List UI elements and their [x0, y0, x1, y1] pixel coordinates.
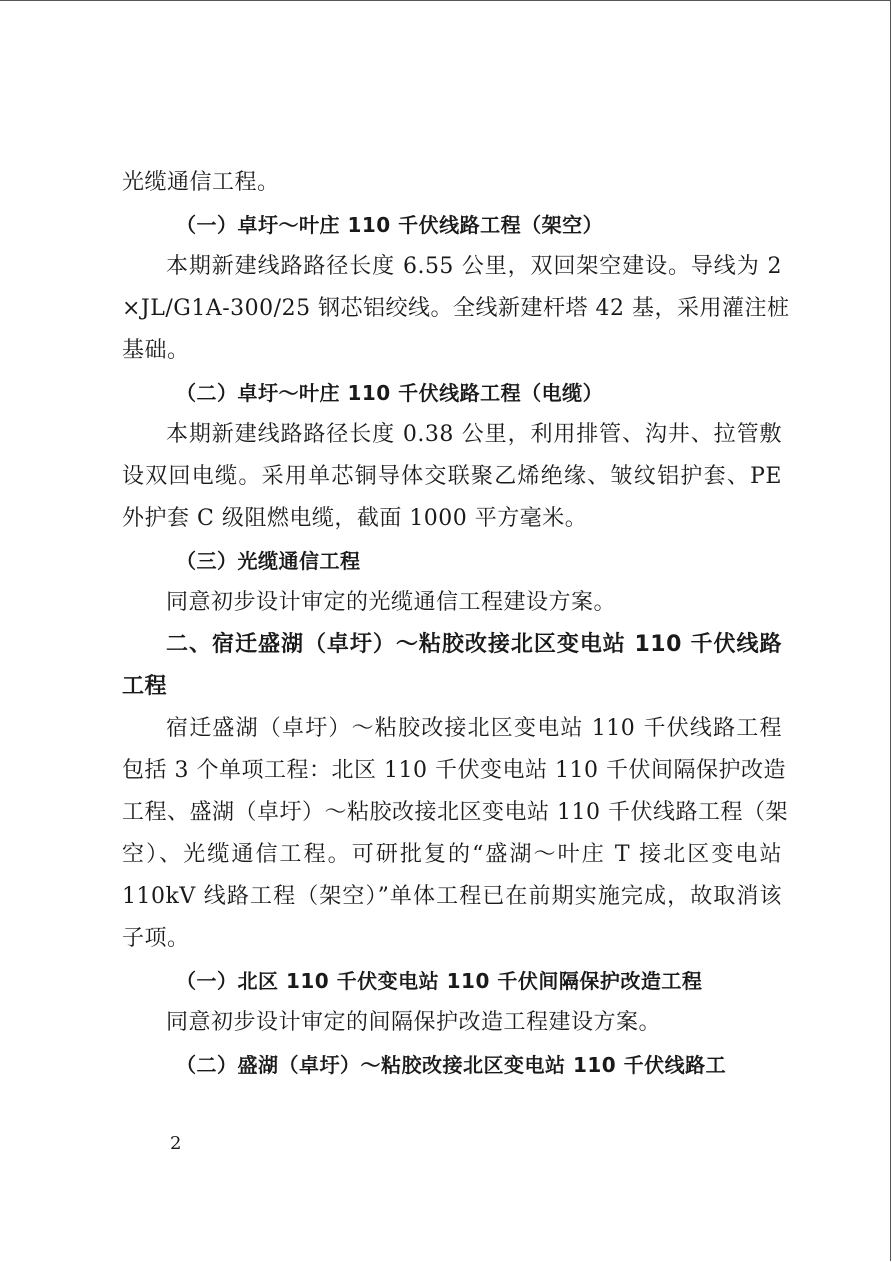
subheading: （三）光缆通信工程 — [176, 549, 361, 573]
paragraph-line: ×JL/G1A-300/25 钢芯铝绞线。全线新建杆塔 42 基，采用灌注桩 — [122, 296, 790, 321]
subheading: （二）盛湖（卓圩）～粘胶改接北区变电站 110 千伏线路工 — [176, 1053, 727, 1077]
paragraph-line: 本期新建线路路径长度 0.38 公里，利用排管、沟井、拉管敷 — [166, 422, 782, 447]
paragraph-line: 设双回电缆。采用单芯铜导体交联聚乙烯绝缘、皱纹铝护套、PE — [122, 464, 782, 489]
subheading: （一）北区 110 千伏变电站 110 千伏间隔保护改造工程 — [176, 969, 703, 993]
paragraph-line: 包括 3 个单项工程：北区 110 千伏变电站 110 千伏间隔保护改造 — [122, 758, 786, 783]
paragraph-line: 光缆通信工程。 — [122, 170, 280, 195]
paragraph-line: 基础。 — [122, 338, 190, 363]
subheading: （二）卓圩～叶庄 110 千伏线路工程（电缆） — [176, 381, 604, 405]
paragraph-line: 同意初步设计审定的光缆通信工程建设方案。 — [166, 590, 617, 615]
paragraph-line: 本期新建线路路径长度 6.55 公里，双回架空建设。导线为 2 — [166, 254, 782, 279]
paragraph-line: 110kV 线路工程（架空）”单体工程已在前期实施完成，故取消该 — [122, 884, 782, 909]
paragraph-line: 宿迁盛湖（卓圩）～粘胶改接北区变电站 110 千伏线路工程 — [166, 716, 782, 741]
paragraph-line: 工程、盛湖（卓圩）～粘胶改接北区变电站 110 千伏线路工程（架 — [122, 800, 788, 825]
paragraph-line: 空）、光缆通信工程。可研批复的“盛湖～叶庄 T 接北区变电站 — [122, 842, 782, 867]
section-heading: 工程 — [122, 674, 168, 699]
page-number: 2 — [170, 1133, 182, 1154]
paragraph-line: 子项。 — [122, 926, 190, 951]
paragraph-line: 同意初步设计审定的间隔保护改造工程建设方案。 — [166, 1010, 662, 1035]
paragraph-line: 外护套 C 级阻燃电缆，截面 1000 平方毫米。 — [122, 506, 588, 531]
section-heading: 二、宿迁盛湖（卓圩）～粘胶改接北区变电站 110 千伏线路 — [166, 632, 782, 657]
subheading: （一）卓圩～叶庄 110 千伏线路工程（架空） — [176, 213, 604, 237]
